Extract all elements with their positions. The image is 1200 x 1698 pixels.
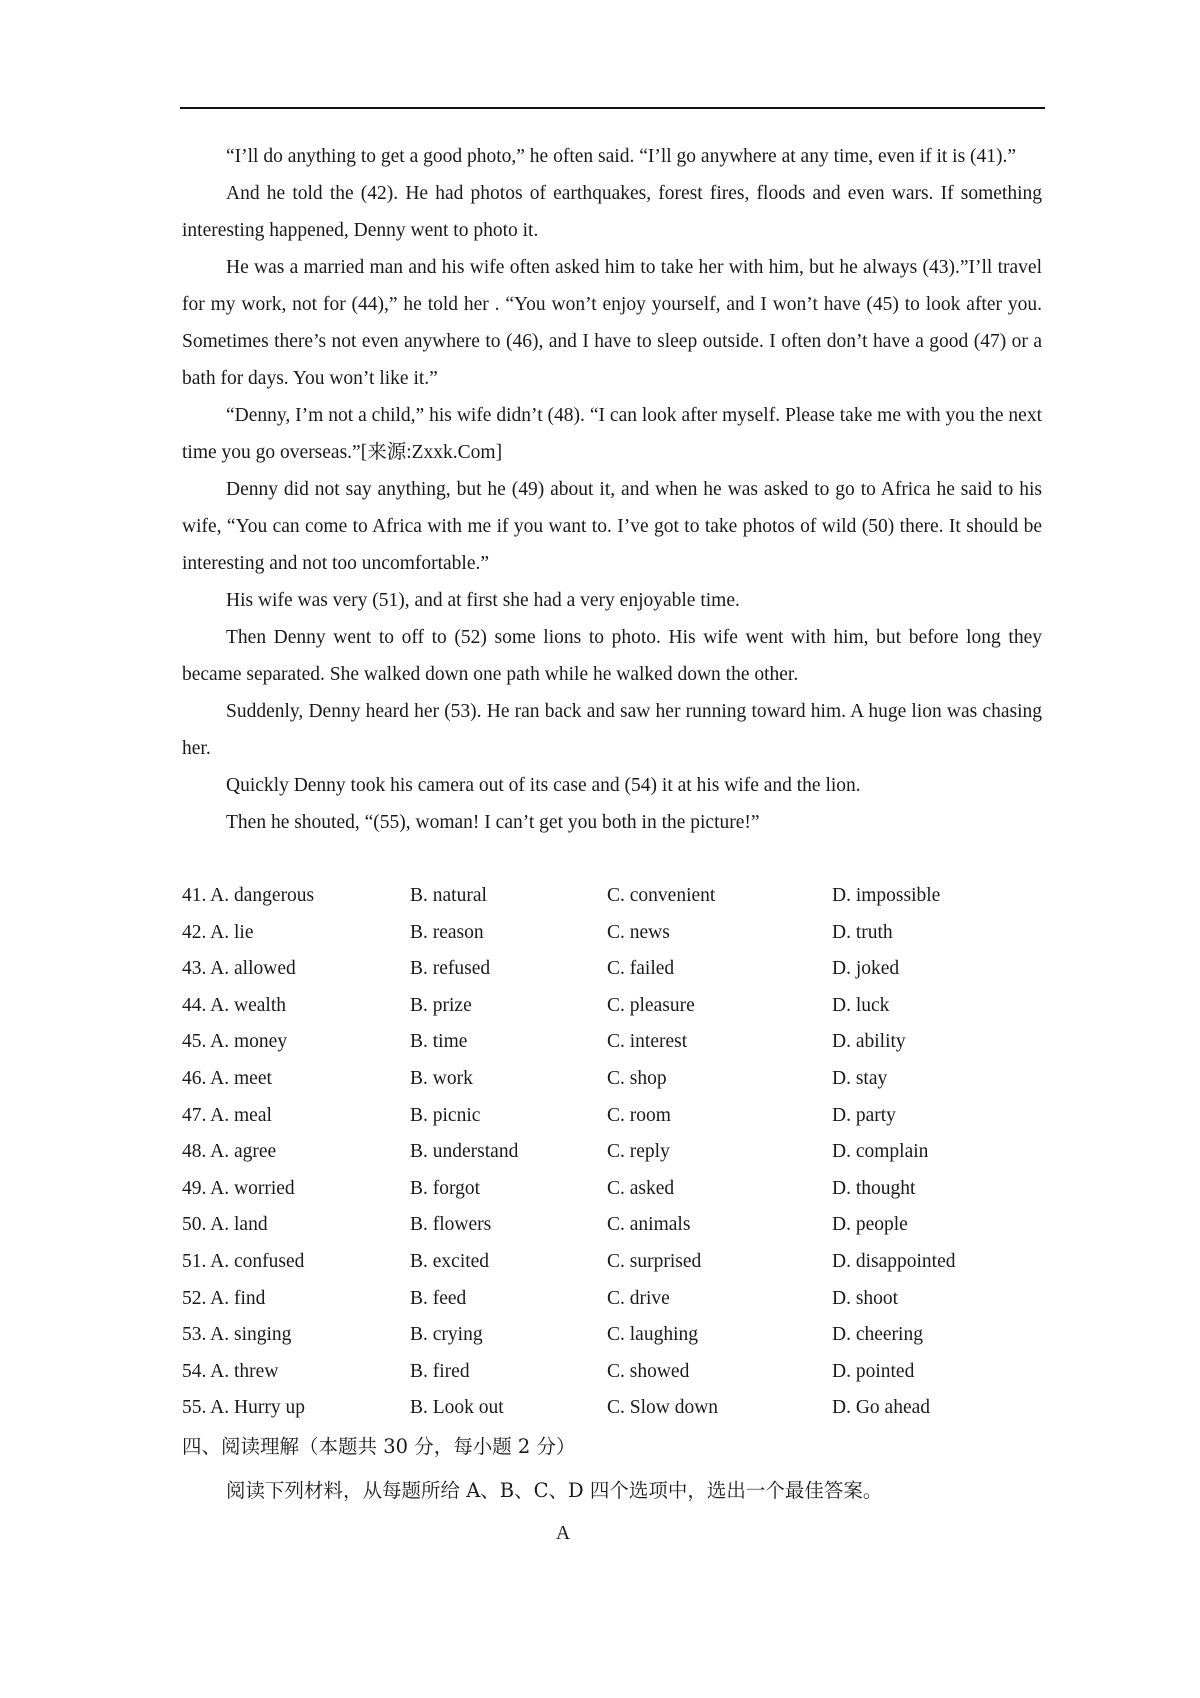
question-row	[182, 1061, 1042, 1098]
option-a: 44. A. wealth	[182, 994, 286, 1016]
question-row	[182, 1390, 1042, 1427]
question-row	[182, 1134, 1042, 1171]
option-b: B. natural	[410, 885, 487, 906]
option-d: D. luck	[832, 994, 890, 1016]
option-a: 49. A. worried	[182, 1177, 295, 1199]
option-d: D. party	[832, 1104, 896, 1126]
question-row	[182, 1098, 1042, 1135]
option-a: 50. A. land	[182, 1214, 268, 1236]
passage-paragraph: Denny did not say anything, but he (49) about it, and when he was asked to go to Africa he said to his wife, “You can come to Africa with me if you want to. I’ve got to take photos of wild (50) there. It should be interesting and not too uncomfortable.”	[182, 479, 1042, 574]
option-d: D. cheering	[832, 1324, 923, 1346]
option-a: 53. A. singing	[182, 1324, 292, 1346]
question-row	[182, 1171, 1042, 1208]
option-a: 45. A. money	[182, 1031, 288, 1053]
option-c: C. news	[607, 921, 670, 943]
option-b: B. fired	[410, 1360, 470, 1382]
option-d: D. impossible	[832, 885, 941, 906]
option-a: 42. A. lie	[182, 921, 254, 943]
option-c: C. surprised	[607, 1250, 702, 1272]
section-instruction: 阅读下列材料，从每题所给 A、B、C、D 四个选项中，选出一个最佳答案。	[226, 1479, 883, 1502]
option-a: 54. A. threw	[182, 1360, 279, 1382]
option-b: B. picnic	[410, 1104, 481, 1126]
option-b: B. Look out	[410, 1397, 504, 1419]
option-b: B. feed	[410, 1287, 467, 1309]
question-row	[182, 878, 1042, 915]
option-b: B. crying	[410, 1324, 483, 1346]
header-rule	[180, 107, 1045, 109]
option-c: C. laughing	[607, 1324, 698, 1346]
option-a: 47. A. meal	[182, 1104, 272, 1126]
option-a: 46. A. meet	[182, 1067, 272, 1089]
option-c: C. convenient	[607, 885, 716, 906]
passage-paragraph: Then Denny went to off to (52) some lions to photo. His wife went with him, but before long they became separated. She walked down one path while he walked down the other.	[182, 627, 1042, 685]
option-d: D. joked	[832, 958, 900, 980]
option-b: B. forgot	[410, 1177, 481, 1199]
option-b: B. understand	[410, 1141, 519, 1163]
option-d: D. shoot	[832, 1287, 899, 1309]
option-c: C. reply	[607, 1141, 670, 1163]
passage-paragraph: He was a married man and his wife often asked him to take her with him, but he always (43).”I’ll travel for my work, not for (44),” he told her . “You won’t enjoy yourself, and I won’t have (45) to look after you. Sometimes there’s not even anywhere to (46), and I have to sleep outside. I often don’t have a good (47) or a bath for days. You won’t like it.”	[182, 257, 1042, 389]
cloze-passage	[182, 138, 1042, 841]
question-row	[182, 1281, 1042, 1318]
question-row	[182, 951, 1042, 988]
question-row	[182, 915, 1042, 952]
option-d: D. ability	[832, 1031, 906, 1053]
passage-paragraph: Quickly Denny took his camera out of its case and (54) it at his wife and the lion.	[226, 775, 861, 796]
option-c: C. interest	[607, 1031, 688, 1053]
answer-options-list	[182, 878, 1042, 1427]
option-c: C. drive	[607, 1287, 670, 1309]
option-d: D. thought	[832, 1177, 916, 1199]
passage-paragraph: “Denny, I’m not a child,” his wife didn’t (48). “I can look after myself. Please take me with you the next time you go overseas.”[来源:Zxxk.Com]	[182, 405, 1042, 463]
passage-paragraph: Then he shouted, “(55), woman! I can’t get you both in the picture!”	[226, 812, 760, 833]
option-a: 55. A. Hurry up	[182, 1397, 305, 1419]
passage-paragraph: And he told the (42). He had photos of earthquakes, forest fires, floods and even wars. If something interesting happened, Denny went to photo it.	[182, 183, 1042, 241]
option-a: 41. A. dangerous	[182, 885, 315, 906]
option-a: 52. A. find	[182, 1287, 266, 1309]
option-c: C. Slow down	[607, 1397, 719, 1419]
option-d: D. complain	[832, 1141, 929, 1163]
passage-paragraph: His wife was very (51), and at first she had a very enjoyable time.	[226, 590, 740, 611]
part-label: A	[556, 1523, 571, 1544]
option-d: D. people	[832, 1214, 908, 1236]
question-row	[182, 1207, 1042, 1244]
option-c: C. room	[607, 1104, 671, 1126]
option-b: B. reason	[410, 921, 484, 943]
passage-paragraph: Suddenly, Denny heard her (53). He ran back and saw her running toward him. A huge lion was chasing her.	[182, 701, 1042, 759]
question-row	[182, 1244, 1042, 1281]
option-b: B. flowers	[410, 1214, 492, 1236]
option-c: C. failed	[607, 958, 675, 980]
section-heading: 四、阅读理解（本题共 30 分，每小题 2 分）	[182, 1435, 576, 1458]
option-d: D. pointed	[832, 1360, 915, 1382]
passage-paragraph: “I’ll do anything to get a good photo,” he often said. “I’ll go anywhere at any time, even if it is (41).”	[226, 146, 1017, 167]
option-d: D. disappointed	[832, 1250, 956, 1272]
option-b: B. work	[410, 1067, 473, 1089]
option-a: 51. A. confused	[182, 1250, 305, 1272]
option-c: C. showed	[607, 1360, 690, 1382]
option-b: B. prize	[410, 994, 472, 1016]
question-row	[182, 1354, 1042, 1391]
option-d: D. Go ahead	[832, 1397, 931, 1419]
option-a: 43. A. allowed	[182, 958, 296, 980]
option-a: 48. A. agree	[182, 1141, 277, 1163]
option-b: B. time	[410, 1031, 468, 1053]
option-b: B. refused	[410, 958, 491, 980]
question-row	[182, 988, 1042, 1025]
option-c: C. shop	[607, 1067, 667, 1089]
option-c: C. asked	[607, 1177, 675, 1199]
option-c: C. pleasure	[607, 994, 695, 1016]
option-c: C. animals	[607, 1214, 691, 1236]
question-row	[182, 1024, 1042, 1061]
option-d: D. truth	[832, 921, 893, 943]
option-d: D. stay	[832, 1067, 888, 1089]
question-row	[182, 1317, 1042, 1354]
option-b: B. excited	[410, 1250, 490, 1272]
